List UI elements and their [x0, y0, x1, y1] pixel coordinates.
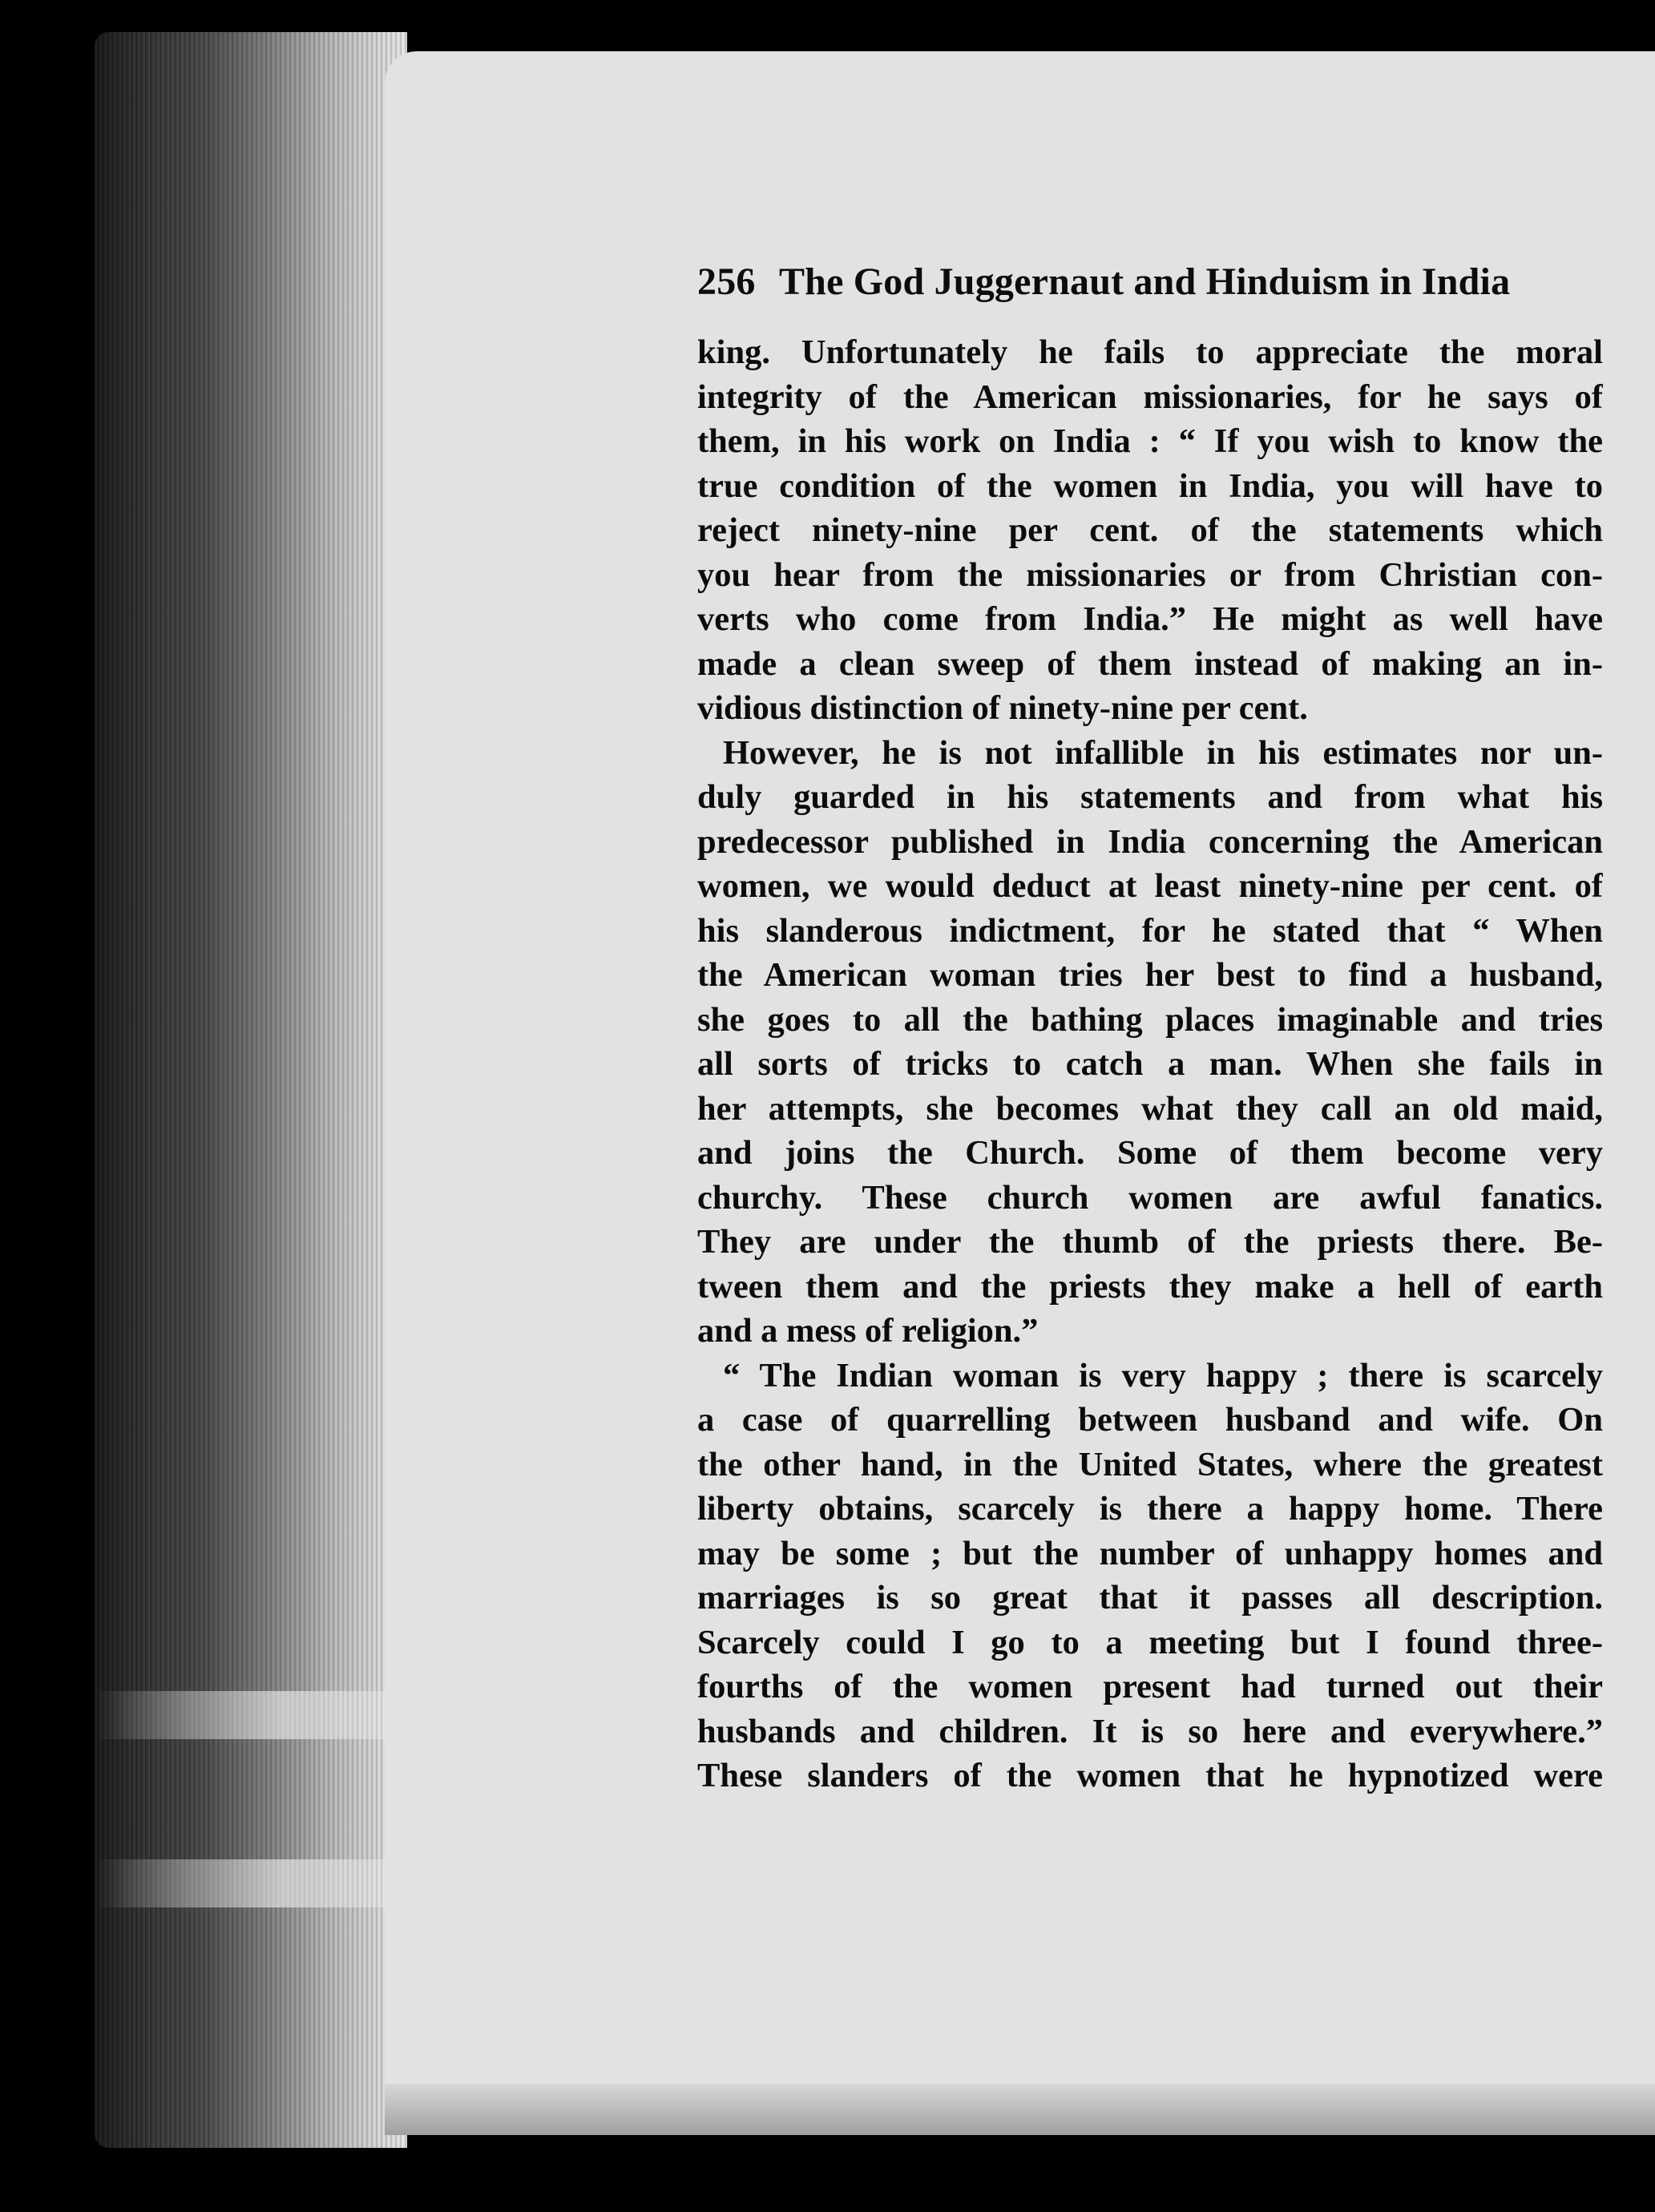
text-line: true condition of the women in India, you will have to — [697, 466, 1603, 505]
text-line: his slanderous indictment, for he stated that “ When — [697, 911, 1603, 950]
book-page-edges — [95, 32, 407, 2148]
page-number: 256 — [697, 260, 756, 303]
text-line: may be some ; but the number of unhappy homes and — [697, 1534, 1603, 1572]
book-page — [385, 51, 1655, 2135]
text-line: she goes to all the bathing places imaginable and tries — [697, 1000, 1603, 1039]
text-line: and joins the Church. Some of them become very — [697, 1134, 1603, 1172]
body-text — [697, 330, 1603, 1798]
text-line: verts who come from India.” He might as well have — [697, 600, 1603, 638]
page-edge-highlight — [95, 1691, 407, 1739]
page-bottom-shadow — [385, 2084, 1655, 2135]
text-line: marriages is so great that it passes all description. — [697, 1579, 1603, 1617]
text-line: king. Unfortunately he fails to appreciate the moral — [697, 333, 1603, 371]
text-line: These slanders of the women that he hypnotized were — [697, 1757, 1603, 1794]
running-head — [697, 242, 1603, 322]
text-line: the American woman tries her best to find a husband, — [697, 956, 1603, 994]
text-line: liberty obtains, scarcely is there a happy home. There — [697, 1490, 1603, 1528]
text-line: you hear from the missionaries or from Christian con- — [697, 555, 1603, 594]
running-head-title: The God Juggernaut and Hinduism in India — [778, 260, 1511, 303]
text-line: predecessor published in India concerning the American — [697, 822, 1603, 861]
text-line: made a clean sweep of them instead of making an in- — [697, 644, 1603, 683]
text-line: the other hand, in the United States, where the greatest — [697, 1445, 1603, 1483]
text-line: all sorts of tricks to catch a man. When she fails in — [697, 1045, 1603, 1083]
text-line: churchy. These church women are awful fanatics. — [697, 1178, 1603, 1217]
text-line: women, we would deduct at least ninety-nine per cent. of — [697, 867, 1603, 905]
page-content — [697, 242, 1603, 1798]
text-line: her attempts, she becomes what they call an old maid, — [697, 1089, 1603, 1128]
text-line: a case of quarrelling between husband and wife. On — [697, 1401, 1603, 1439]
text-line: However, he is not infallible in his estimates nor un- — [723, 733, 1603, 772]
text-line: duly guarded in his statements and from what his — [697, 778, 1603, 816]
text-line: them, in his work on India : “ If you wish to know the — [697, 422, 1603, 460]
text-line: “ The Indian woman is very happy ; there is scarcely — [723, 1356, 1603, 1395]
text-line: They are under the thumb of the priests there. Be- — [697, 1223, 1603, 1261]
text-line: and a mess of religion.” — [697, 1312, 1039, 1350]
text-line: vidious distinction of ninety-nine per cent. — [697, 689, 1308, 727]
text-line: integrity of the American missionaries, for he says of — [697, 377, 1603, 416]
page-edge-highlight — [95, 1859, 407, 1907]
text-line: husbands and children. It is so here and everywhere.” — [697, 1712, 1603, 1750]
text-line: reject ninety-nine per cent. of the statements which — [697, 511, 1603, 549]
text-line: fourths of the women present had turned out their — [697, 1668, 1603, 1705]
text-line: Scarcely could I go to a meeting but I found three- — [697, 1623, 1603, 1661]
text-line: tween them and the priests they make a hell of earth — [697, 1267, 1603, 1306]
